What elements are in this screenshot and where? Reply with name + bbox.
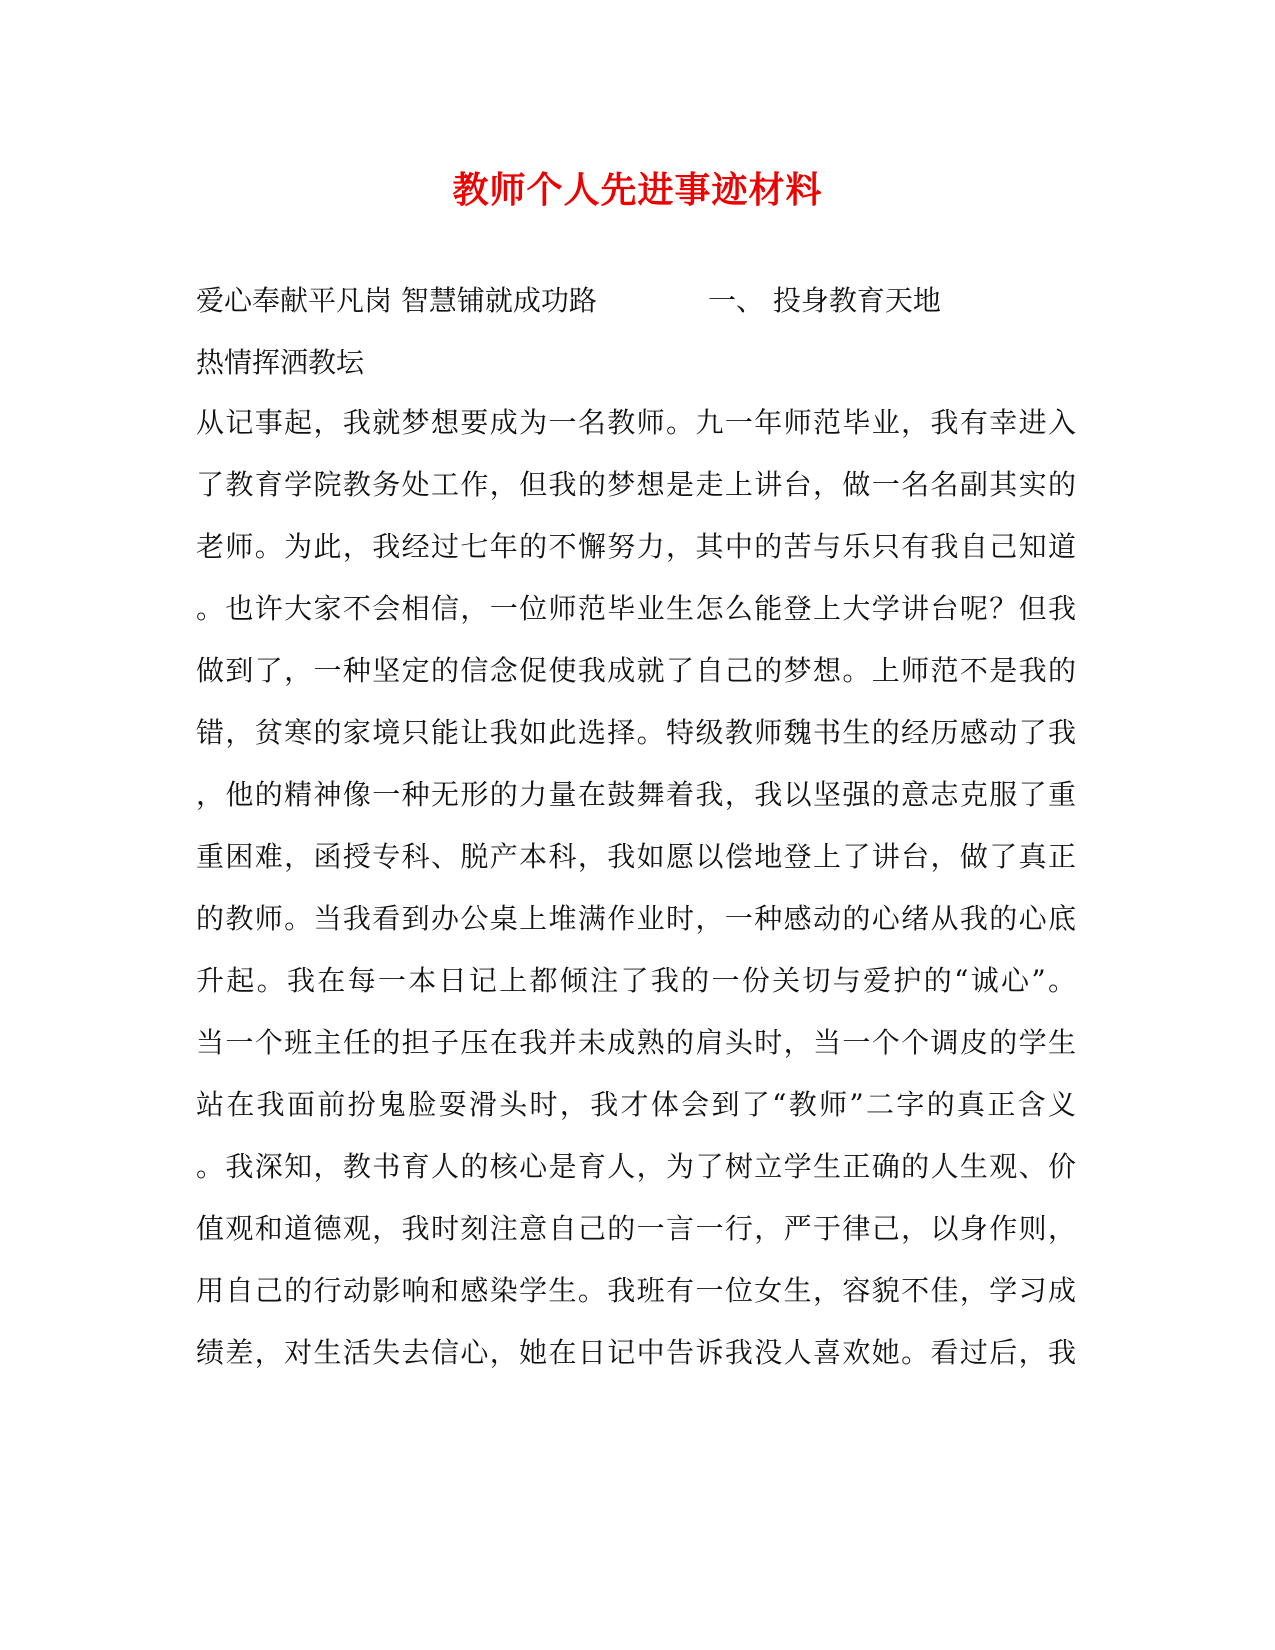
body-line: 。我深知，教书育人的核心是育人，为了树立学生正确的人生观、价 (196, 1150, 1076, 1183)
body-line: 了教育学院教务处工作，但我的梦想是走上讲台，做一名名副其实的 (196, 468, 1076, 501)
body-line: 重困难，函授专科、脱产本科，我如愿以偿地登上了讲台，做了真正 (196, 840, 1076, 873)
section-one-heading: 一、 投身教育天地 (708, 284, 941, 317)
body-line: 错，贫寒的家境只能让我如此选择。特级教师魏书生的经历感动了我 (196, 716, 1076, 749)
body-line: 。也许大家不会相信，一位师范毕业生怎么能登上大学讲台呢？但我 (196, 592, 1076, 625)
document-title: 教师个人先进事迹材料 (452, 169, 823, 211)
body-line: 从记事起，我就梦想要成为一名教师。九一年师范毕业，我有幸进入 (196, 406, 1076, 439)
body-line: 绩差，对生活失去信心，她在日记中告诉我没人喜欢她。看过后，我 (196, 1336, 1076, 1369)
body-line: 值观和道德观，我时刻注意自己的一言一行，严于律己，以身作则， (196, 1212, 1076, 1245)
body-line: 当一个班主任的担子压在我并未成熟的肩头时，当一个个调皮的学生 (196, 1026, 1076, 1059)
body-line: 老师。为此，我经过七年的不懈努力，其中的苦与乐只有我自己知道 (196, 530, 1076, 563)
body-line: 做到了，一种坚定的信念促使我成就了自己的梦想。上师范不是我的 (196, 654, 1076, 687)
subtitle-motto: 爱心奉献平凡岗 智慧铺就成功路 (196, 284, 597, 317)
body-line: 升起。我在每一本日记上都倾注了我的一份关切与爱护的“诚心”。 (196, 964, 1076, 997)
body-line: 站在我面前扮鬼脸耍滑头时，我才体会到了“教师”二字的真正含义 (196, 1088, 1076, 1121)
body-line: 用自己的行动影响和感染学生。我班有一位女生，容貌不佳，学习成 (196, 1274, 1076, 1307)
body-line: 的教师。当我看到办公桌上堆满作业时，一种感动的心绪从我的心底 (196, 902, 1076, 935)
body-line: ，他的精神像一种无形的力量在鼓舞着我，我以坚强的意志克服了重 (196, 778, 1076, 811)
section-subheading: 热情挥洒教坛 (196, 346, 365, 379)
